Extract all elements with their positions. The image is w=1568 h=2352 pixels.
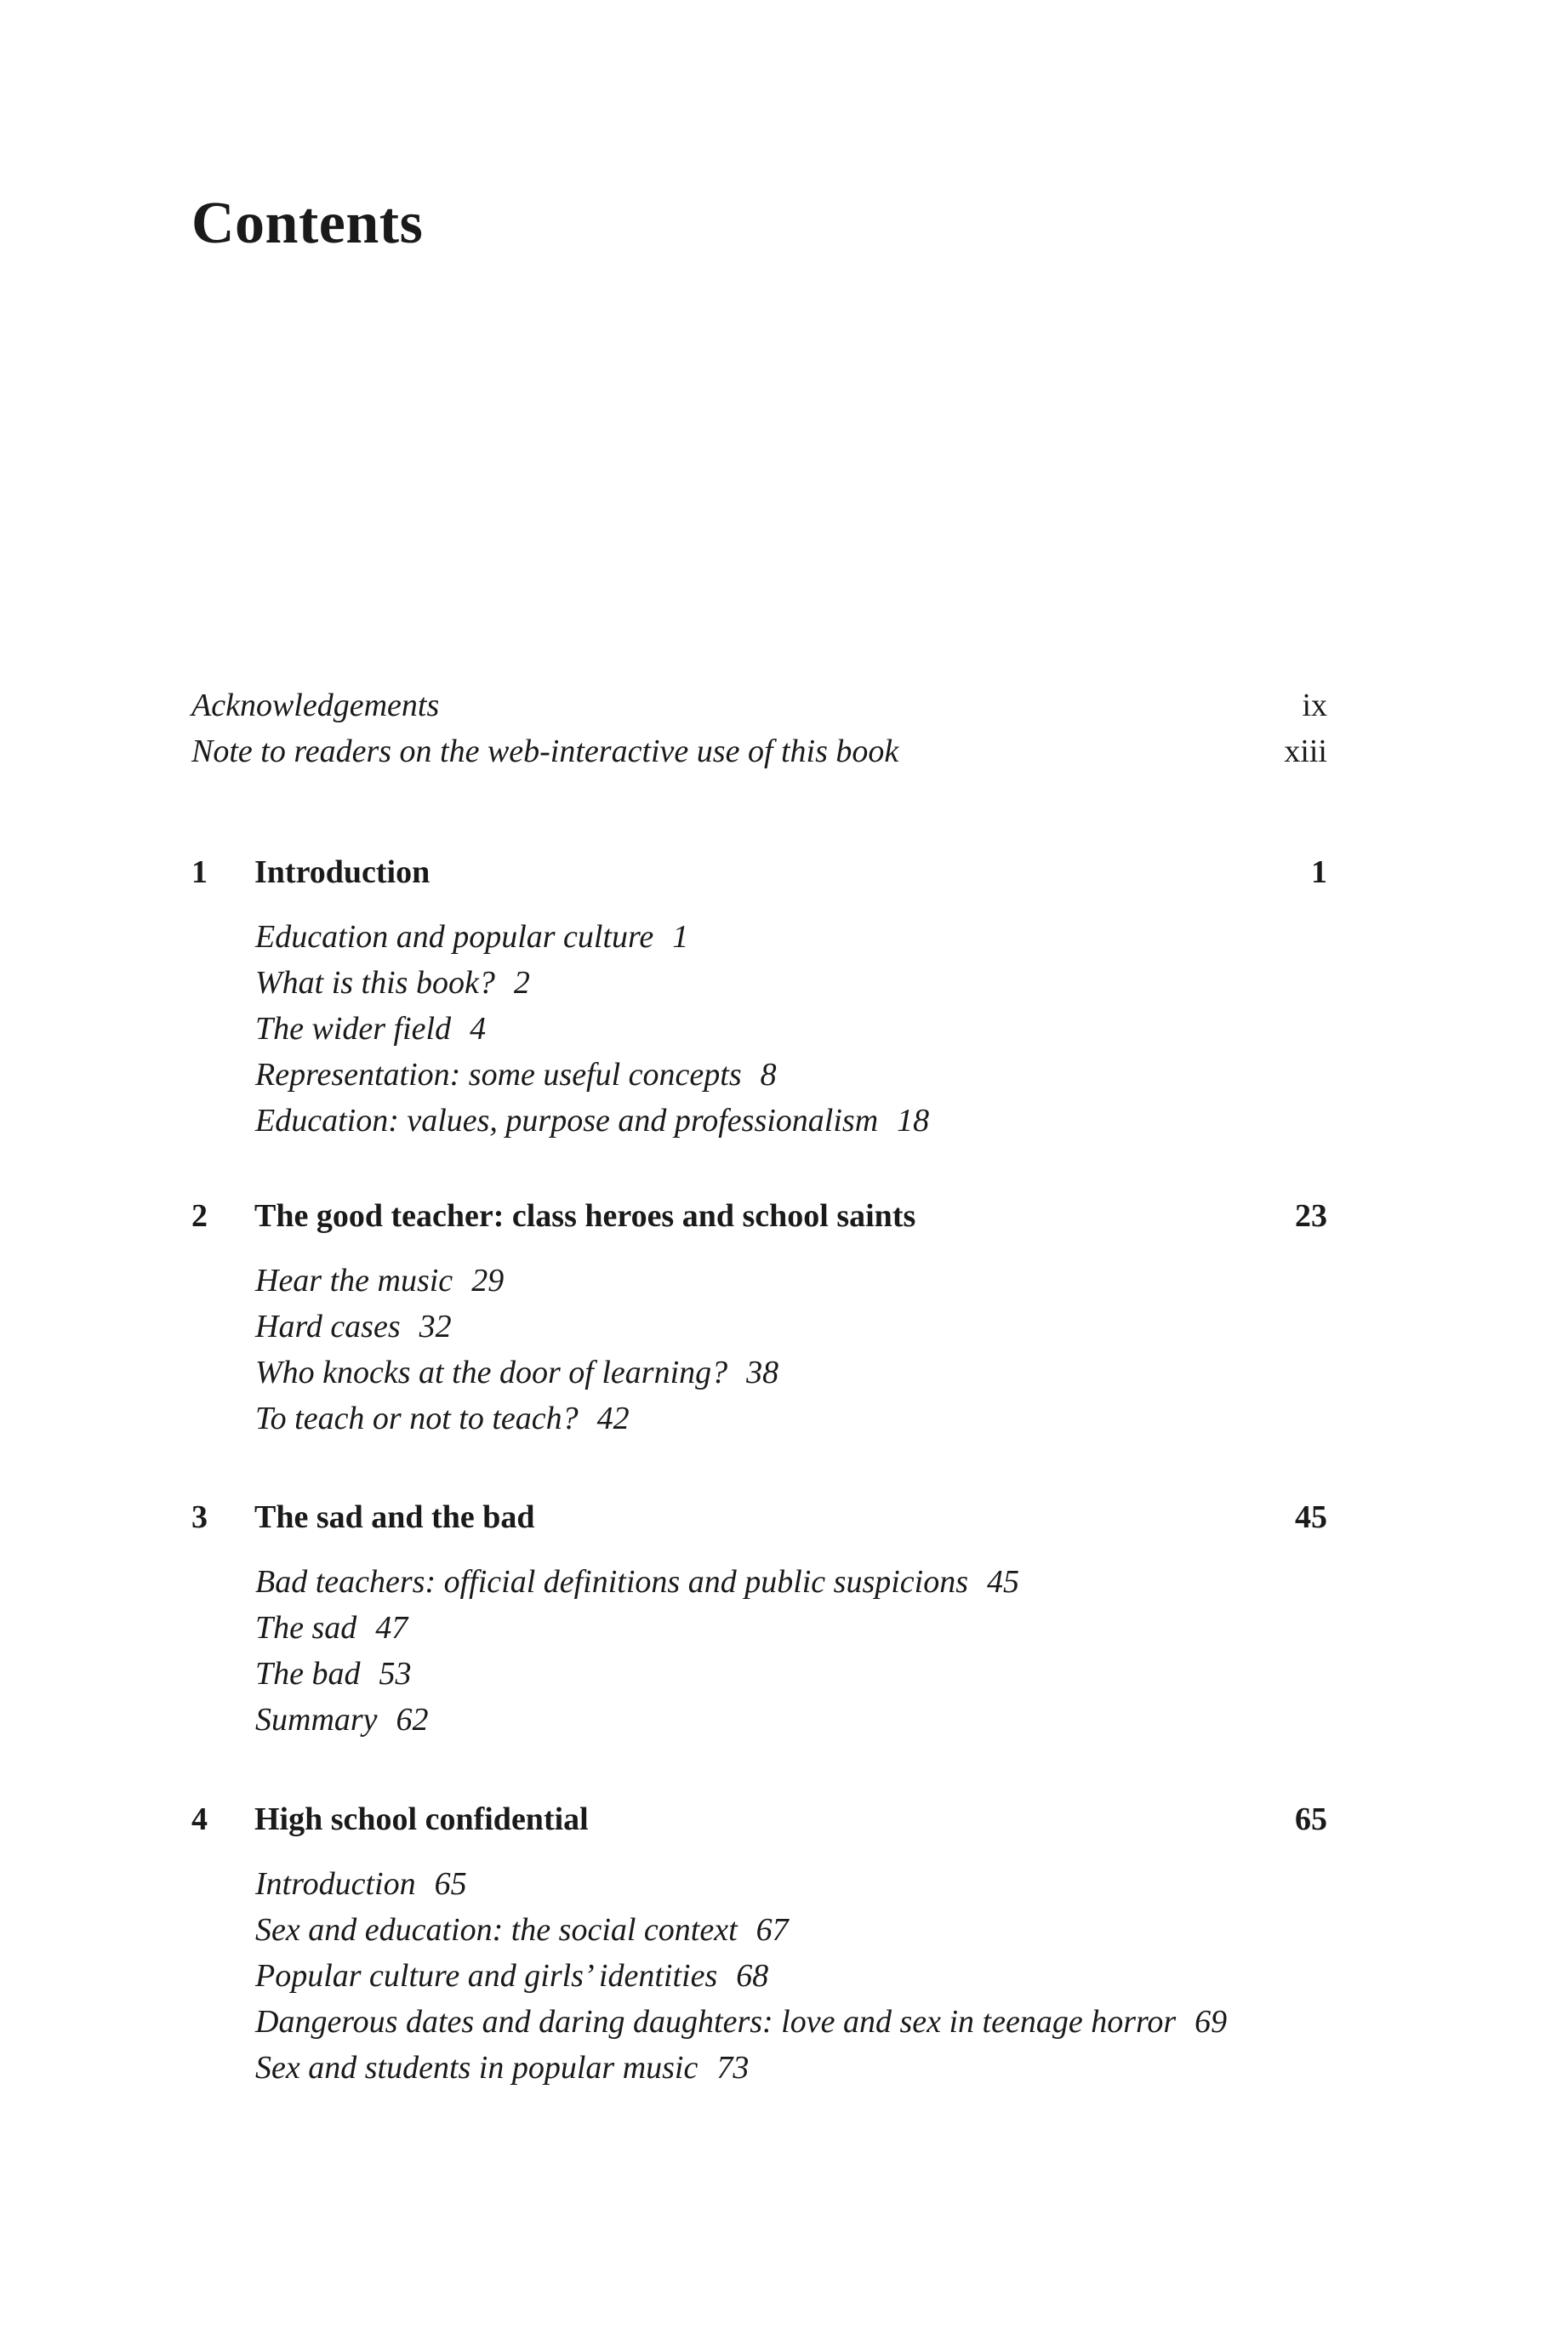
section-title: The sad (255, 1610, 357, 1646)
section-page: 47 (375, 1610, 408, 1646)
section-page: 62 (396, 1702, 429, 1738)
section-entry[interactable] (255, 1559, 1327, 1605)
section-entry[interactable] (255, 914, 1327, 960)
chapter-heading[interactable] (191, 848, 1327, 897)
section-entry[interactable] (255, 1999, 1327, 2045)
chapter-title: High school confidential (254, 1801, 589, 1837)
section-entry[interactable] (255, 1304, 1327, 1350)
section-title: Representation: some useful concepts (255, 1057, 742, 1093)
section-title: What is this book? (255, 965, 495, 1001)
front-matter-page: xiii (1284, 734, 1327, 769)
section-entry[interactable] (255, 2045, 1327, 2091)
section-title: Hard cases (255, 1309, 401, 1344)
section-entry[interactable] (255, 1861, 1327, 1907)
chapter-3 (191, 1493, 1327, 1743)
chapter-number: 1 (191, 854, 208, 890)
section-list (191, 914, 1327, 1144)
chapter-title: Introduction (254, 854, 430, 890)
section-entry[interactable] (255, 1651, 1327, 1697)
chapter-number: 2 (191, 1198, 208, 1234)
front-matter-list (191, 682, 1327, 774)
chapter-2 (191, 1191, 1327, 1441)
section-title: Summary (255, 1702, 378, 1738)
page-title: Contents (191, 191, 424, 256)
section-list (191, 1861, 1327, 2091)
front-matter-title: Acknowledgements (191, 688, 440, 723)
section-title: Popular culture and girls’ identities (255, 1958, 718, 1994)
section-title: Dangerous dates and daring daughters: love and sex in teenage horror (255, 2004, 1177, 2040)
chapter-title: The good teacher: class heroes and school saints (254, 1198, 916, 1234)
section-page: 32 (419, 1309, 452, 1344)
section-page: 45 (987, 1564, 1020, 1600)
section-title: Sex and students in popular music (255, 2050, 698, 2086)
section-entry[interactable] (255, 1350, 1327, 1396)
section-list (191, 1258, 1327, 1441)
chapter-heading[interactable] (191, 1795, 1327, 1844)
front-matter-title: Note to readers on the web-interactive use of this book (191, 734, 899, 769)
chapter-page: 65 (1295, 1801, 1327, 1837)
section-page: 4 (470, 1011, 487, 1047)
section-entry[interactable] (255, 1605, 1327, 1651)
section-page: 69 (1195, 2004, 1228, 2040)
front-matter-page: ix (1302, 688, 1327, 723)
chapter-heading[interactable] (191, 1493, 1327, 1542)
section-page: 67 (755, 1912, 789, 1948)
chapter-page: 23 (1295, 1198, 1327, 1234)
section-title: Introduction (255, 1866, 416, 1902)
section-title: Who knocks at the door of learning? (255, 1355, 728, 1390)
section-title: The bad (255, 1656, 361, 1692)
front-matter-entry[interactable] (191, 682, 1327, 728)
chapter-page: 45 (1295, 1499, 1327, 1535)
section-entry[interactable] (255, 1098, 1327, 1144)
section-entry[interactable] (255, 1258, 1327, 1304)
section-title: Hear the music (255, 1263, 453, 1299)
section-entry[interactable] (255, 1907, 1327, 1953)
section-entry[interactable] (255, 1697, 1327, 1743)
section-page: 18 (897, 1103, 930, 1139)
section-page: 73 (716, 2050, 750, 2086)
section-list (191, 1559, 1327, 1743)
section-title: To teach or not to teach? (255, 1401, 579, 1436)
section-title: Education and popular culture (255, 919, 654, 955)
section-entry[interactable] (255, 960, 1327, 1006)
chapter-heading[interactable] (191, 1191, 1327, 1241)
section-entry[interactable] (255, 1052, 1327, 1098)
section-page: 38 (746, 1355, 779, 1390)
section-page: 2 (513, 965, 530, 1001)
section-page: 29 (471, 1263, 505, 1299)
section-page: 65 (434, 1866, 467, 1902)
section-title: Bad teachers: official definitions and public suspicions (255, 1564, 969, 1600)
section-title: Education: values, purpose and professionalism (255, 1103, 879, 1139)
section-page: 42 (596, 1401, 630, 1436)
section-title: Sex and education: the social context (255, 1912, 738, 1948)
section-page: 53 (379, 1656, 412, 1692)
chapter-number: 4 (191, 1801, 208, 1837)
section-page: 68 (736, 1958, 769, 1994)
chapter-title: The sad and the bad (254, 1499, 535, 1535)
section-entry[interactable] (255, 1006, 1327, 1052)
chapter-page: 1 (1311, 854, 1327, 890)
chapter-4 (191, 1795, 1327, 2091)
front-matter-entry[interactable] (191, 728, 1327, 774)
section-page: 8 (760, 1057, 777, 1093)
section-page: 1 (672, 919, 689, 955)
section-title: The wider field (255, 1011, 452, 1047)
section-entry[interactable] (255, 1396, 1327, 1441)
chapter-number: 3 (191, 1499, 208, 1535)
chapter-1 (191, 848, 1327, 1144)
section-entry[interactable] (255, 1953, 1327, 1999)
